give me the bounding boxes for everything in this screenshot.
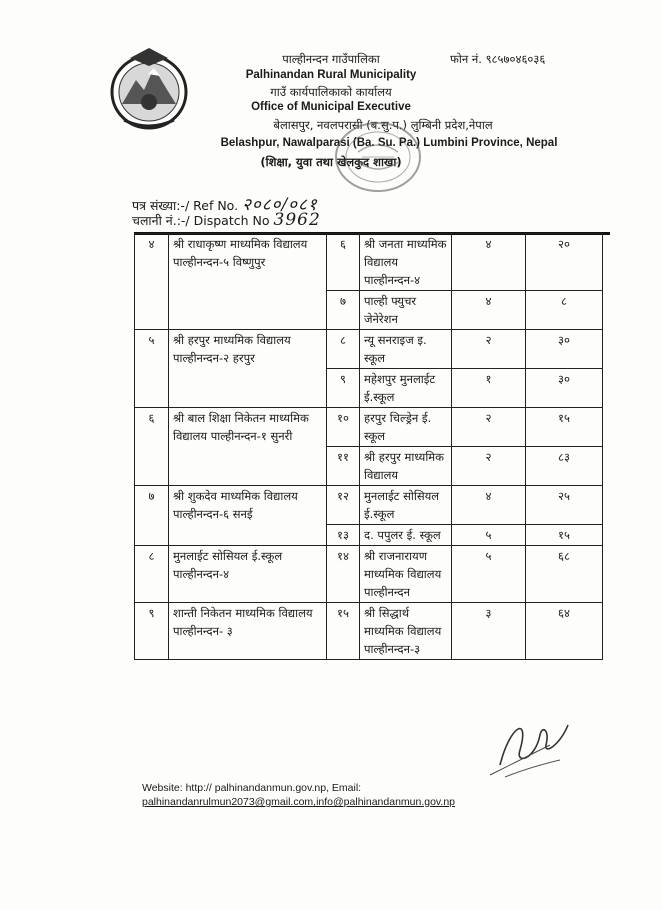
host-school-name: श्री हरपुर माध्यमिक विद्यालय पाल्हीनन्दन-२ हरपुर bbox=[169, 330, 327, 408]
count-b: १५ bbox=[526, 408, 603, 447]
count-b: १५ bbox=[526, 525, 603, 546]
count-b: ३० bbox=[526, 369, 603, 408]
group-serial: ४ bbox=[135, 234, 169, 330]
row-number: ६ bbox=[327, 234, 360, 291]
municipality-name-en: Palhinandan Rural Municipality bbox=[245, 69, 417, 81]
group-serial: ७ bbox=[135, 486, 169, 546]
host-school-name: मुनलाईट सोसियल ई.स्कूल पाल्हीनन्दन-४ bbox=[169, 546, 327, 603]
school-name: श्री जनता माध्यमिक विद्यालय पाल्हीनन्दन-४ bbox=[360, 234, 452, 291]
dispatch-number-row bbox=[132, 210, 321, 230]
table-row bbox=[135, 330, 603, 369]
host-school-name: शान्ती निकेतन माध्यमिक विद्यालय पाल्हीनन्दन- ३ bbox=[169, 603, 327, 660]
host-school-name: श्री शुकदेव माध्यमिक विद्यालय पाल्हीनन्दन-६ सनई bbox=[169, 486, 327, 546]
dispatch-label: चलानी नं.:-/ Dispatch No bbox=[132, 213, 270, 228]
count-a: १ bbox=[452, 369, 526, 408]
signature-icon bbox=[480, 705, 580, 785]
row-number: ११ bbox=[327, 447, 360, 486]
school-mapping-table bbox=[134, 233, 603, 660]
row-number: १० bbox=[327, 408, 360, 447]
school-name: श्री राजनारायण माध्यमिक विद्यालय पाल्हीनन्दन bbox=[360, 546, 452, 603]
group-serial: ८ bbox=[135, 546, 169, 603]
count-b: २५ bbox=[526, 486, 603, 525]
table-body bbox=[135, 234, 603, 660]
row-number: १२ bbox=[327, 486, 360, 525]
address-en: Belashpur, Nawalparasi (Ba. Su. Pa.) Lumbini Province, Nepal bbox=[220, 137, 558, 149]
office-name-np: गाउँ कार्यपालिकाको कार्यालय bbox=[270, 85, 392, 99]
table-row bbox=[135, 408, 603, 447]
row-number: ९ bbox=[327, 369, 360, 408]
table-row bbox=[135, 546, 603, 603]
host-school-name: श्री राधाकृष्ण माध्यमिक विद्यालय पाल्हीनन्दन-५ विष्णुपुर bbox=[169, 234, 327, 330]
count-a: ५ bbox=[452, 525, 526, 546]
school-name: द. पपुलर ई. स्कूल bbox=[360, 525, 452, 546]
row-number: १३ bbox=[327, 525, 360, 546]
school-name: हरपुर चिल्ड्रेन ई. स्कूल bbox=[360, 408, 452, 447]
section-name-np: (शिक्षा, युवा तथा खेलकुद शाखा) bbox=[260, 155, 402, 169]
count-b: ८३ bbox=[526, 447, 603, 486]
count-b: ६८ bbox=[526, 546, 603, 603]
row-number: १४ bbox=[327, 546, 360, 603]
row-number: ८ bbox=[327, 330, 360, 369]
table-row bbox=[135, 486, 603, 525]
school-name: न्यू सनराइज इ. स्कूल bbox=[360, 330, 452, 369]
phone-number: फोन नं. ९८५७०४६०३६ bbox=[450, 52, 546, 66]
count-b: ८ bbox=[526, 291, 603, 330]
school-name: महेशपुर मुनलाईट ई.स्कूल bbox=[360, 369, 452, 408]
school-name: मुनलाईट सोसियल ई.स्कूल bbox=[360, 486, 452, 525]
row-number: ७ bbox=[327, 291, 360, 330]
count-a: ४ bbox=[452, 291, 526, 330]
count-a: ५ bbox=[452, 546, 526, 603]
table-row bbox=[135, 234, 603, 291]
footer-website: Website: http:// palhinandanmun.gov.np, Email: bbox=[142, 782, 362, 794]
count-b: ३० bbox=[526, 330, 603, 369]
count-a: २ bbox=[452, 408, 526, 447]
count-b: ६४ bbox=[526, 603, 603, 660]
count-a: ३ bbox=[452, 603, 526, 660]
group-serial: ९ bbox=[135, 603, 169, 660]
count-a: २ bbox=[452, 330, 526, 369]
count-b: २० bbox=[526, 234, 603, 291]
host-school-name: श्री बाल शिक्षा निकेतन माध्यमिक विद्यालय पाल्हीनन्दन-१ सुनरी bbox=[169, 408, 327, 486]
count-a: २ bbox=[452, 447, 526, 486]
group-serial: ६ bbox=[135, 408, 169, 486]
ref-value: २०८०/०८१ bbox=[242, 195, 318, 215]
municipality-name-np: पाल्हीनन्दन गाउँपालिका bbox=[282, 52, 380, 66]
group-serial: ५ bbox=[135, 330, 169, 408]
school-name: श्री हरपुर माध्यमिक विद्यालय bbox=[360, 447, 452, 486]
office-name-en: Office of Municipal Executive bbox=[251, 101, 411, 113]
school-name: श्री सिद्धार्थ माध्यमिक विद्यालय पाल्हीनन्दन-३ bbox=[360, 603, 452, 660]
school-name: पाल्ही फ्युचर जेनेरेशन bbox=[360, 291, 452, 330]
count-a: ४ bbox=[452, 486, 526, 525]
dispatch-value: 3962 bbox=[273, 210, 321, 230]
count-a: ४ bbox=[452, 234, 526, 291]
table-row bbox=[135, 603, 603, 660]
footer-emails[interactable]: palhinandanrulmun2073@gmail.com,info@palhinandanmun.gov.np bbox=[142, 796, 455, 808]
row-number: १५ bbox=[327, 603, 360, 660]
ref-label: पत्र संख्या:-/ Ref No. bbox=[132, 198, 239, 213]
address-np: बेलासपुर, नवलपरासी (ब.सु.प.) लुम्बिनी प्रदेश,नेपाल bbox=[273, 118, 493, 132]
office-stamp-icon bbox=[332, 118, 424, 196]
